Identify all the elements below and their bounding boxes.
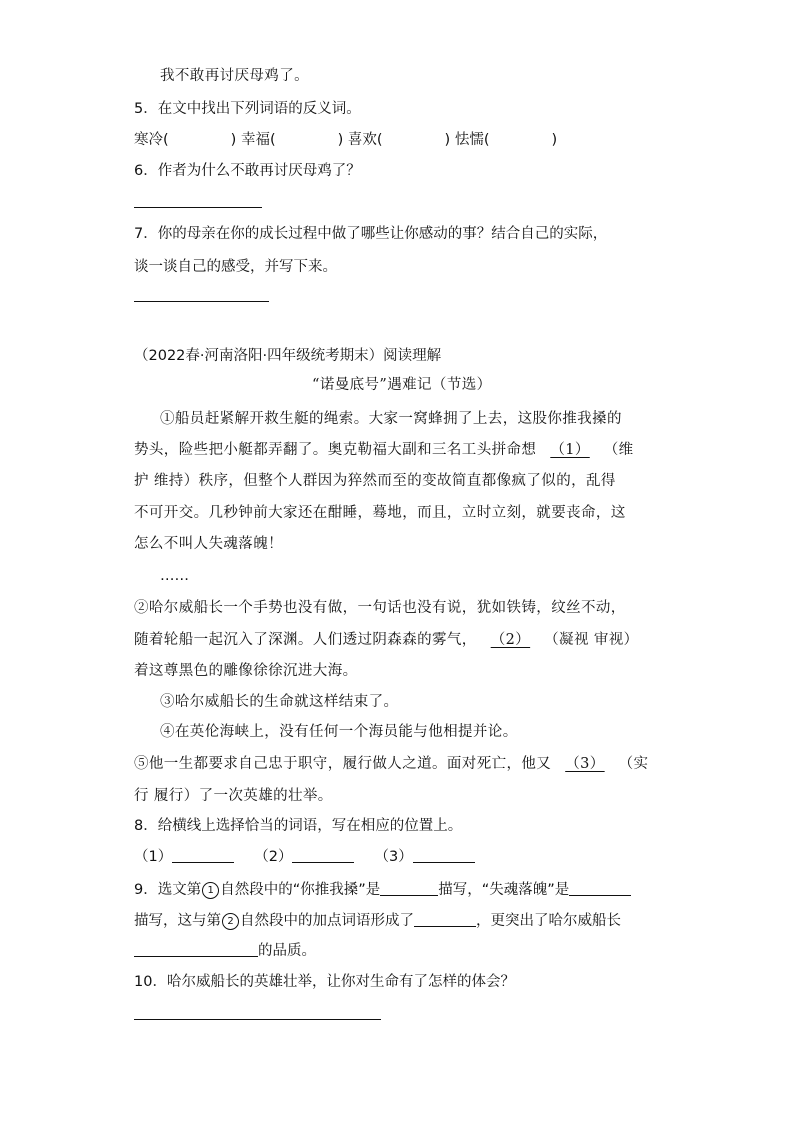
- answer-blank[interactable]: [134, 942, 258, 957]
- question-8-blanks: （1） （2） （3）: [134, 847, 475, 867]
- passage-line: 行 履行）了一次英雄的壮举。: [134, 788, 333, 804]
- answer-line[interactable]: [134, 1019, 381, 1020]
- passage-line: ④在英伦海峡上，没有任何一个海员能与他相提并论。: [160, 724, 518, 740]
- ellipsis: ……: [160, 568, 189, 584]
- passage-line: 怎么不叫人失魂落魄！: [134, 536, 283, 552]
- answer-line[interactable]: [134, 301, 269, 302]
- question-9-line-3: 的品质。: [134, 941, 316, 961]
- answer-blank[interactable]: [569, 881, 631, 896]
- answer-line[interactable]: [134, 207, 262, 208]
- question-10: 10．哈尔威船长的英雄壮举，让你对生命有了怎样的体会？: [134, 974, 515, 990]
- text-line: 我不敢再讨厌母鸡了。: [160, 68, 309, 84]
- answer-blank-2[interactable]: [292, 848, 354, 863]
- circled-number: 1: [202, 882, 219, 899]
- passage-line: 不可开交。几秒钟前大家还在酣睡，蓦地，而且，立时立刻，就要丧命，这: [134, 505, 626, 521]
- passage-line: 势头，险些把小艇都弄翻了。奥克勒福大副和三名工头拼命想 （1） （维: [134, 442, 634, 458]
- passage-line: 护 维持）秩序，但整个人群因为猝然而至的变故简直都像疯了似的，乱得: [134, 473, 616, 489]
- passage-line: 着这尊黑色的雕像徐徐沉进大海。: [134, 663, 358, 679]
- answer-blank-3[interactable]: [413, 848, 475, 863]
- fill-blank-2[interactable]: （2）: [490, 632, 531, 648]
- question-9-line-2: 描写，这与第 2 自然段中的加点词语形成了 ，更突出了哈尔威船长: [134, 913, 621, 929]
- question-9-line-1: 9．选文第 1 自然段中的“你推我搡”是 描写，“失魂落魄”是: [134, 880, 631, 900]
- passage-line: ⑤他一生都要求自己忠于职守，履行做人之道。面对死亡，他又 （3） （实: [134, 756, 649, 772]
- answer-blank-1[interactable]: [172, 848, 234, 863]
- circled-number: 2: [222, 913, 239, 930]
- question-7-line-2: 谈一谈自己的感受，并写下来。: [134, 259, 337, 275]
- question-5-items: 寒冷( ) 幸福( ) 喜欢( ) 怯懦( ): [134, 132, 558, 148]
- passage-title: “诺曼底号”遇难记（节选）: [312, 377, 492, 393]
- source-note: （2022春·河南洛阳·四年级统考期末）阅读理解: [134, 348, 442, 364]
- fill-blank-3[interactable]: （3）: [565, 756, 605, 772]
- question-7-line-1: 7．你的母亲在你的成长过程中做了哪些让你感动的事？结合自己的实际，: [134, 226, 608, 242]
- question-6: 6．作者为什么不敢再讨厌母鸡了？: [134, 163, 361, 179]
- answer-blank[interactable]: [380, 881, 438, 896]
- fill-blank-1[interactable]: （1）: [550, 442, 590, 458]
- question-5: 5．在文中找出下列词语的反义词。: [134, 101, 361, 117]
- answer-blank[interactable]: [414, 912, 476, 927]
- passage-line: ③哈尔威船长的生命就这样结束了。: [160, 694, 399, 710]
- question-8: 8．给横线上选择恰当的词语，写在相应的位置上。: [134, 818, 463, 834]
- passage-line: ①船员赶紧解开救生艇的绳索。大家一窝蜂拥了上去，这股你推我搡的: [160, 411, 622, 427]
- passage-line: 随着轮船一起沉入了深渊。人们透过阴森森的雾气， （2） （凝视 审视）: [134, 632, 639, 648]
- passage-line: ②哈尔威船长一个手势也没有做，一句话也没有说，犹如铁铸，纹丝不动，: [134, 600, 626, 616]
